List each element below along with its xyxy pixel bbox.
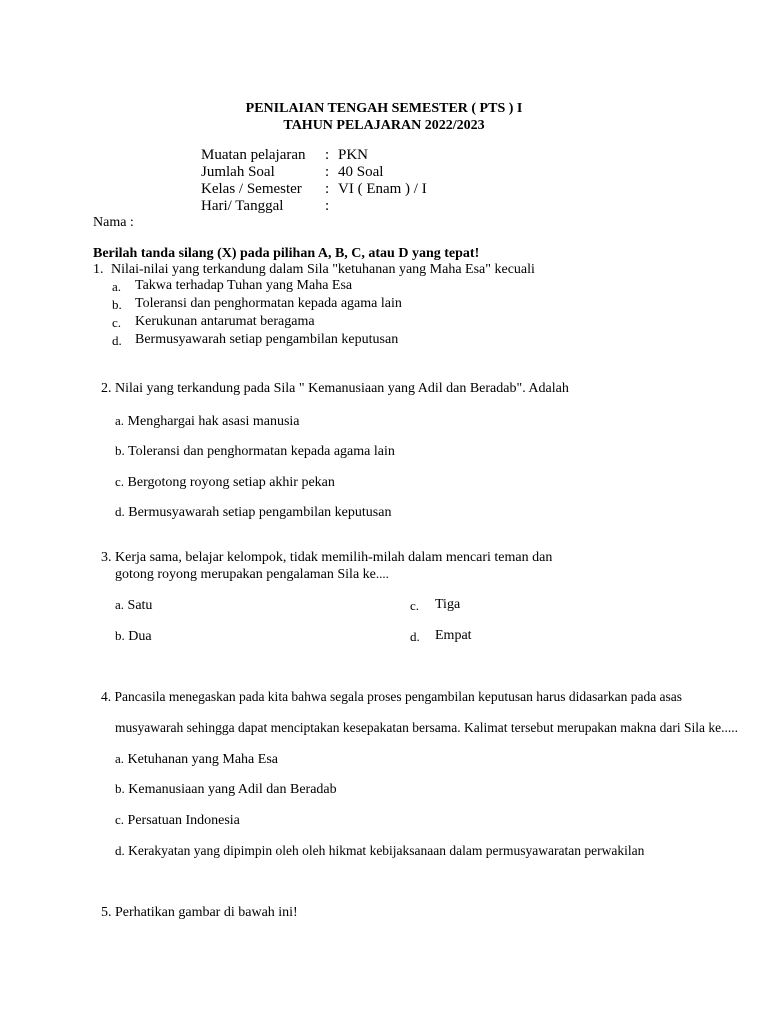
q4-option-c [115, 811, 240, 829]
q4-option-letter: a. [115, 751, 125, 766]
q1-option-d: Bermusyawarah setiap pengambilan keputusan [135, 332, 399, 347]
q2-option-b [115, 442, 395, 460]
meta-colon: : [325, 198, 330, 214]
q4-option-a [115, 750, 278, 768]
q2-option-text: Menghargai hak asasi manusia [127, 414, 300, 429]
meta-value-count: 40 Soal [338, 164, 384, 180]
academic-year: TAHUN PELAJARAN 2022/2023 [283, 118, 485, 133]
q1-option-c: Kerukunan antarumat beragama [135, 314, 315, 329]
q1-option-b: Toleransi dan penghormatan kepada agama lain [135, 296, 402, 311]
q3-option-b [115, 627, 152, 645]
question-4-line-1: 4. Pancasila menegaskan pada kita bahwa segala proses pengambilan keputusan harus didasarkan pada asas [101, 689, 683, 704]
q3-option-c: Tiga [435, 597, 461, 612]
q2-option-d [115, 503, 391, 521]
q4-option-text: Ketuhanan yang Maha Esa [127, 752, 278, 767]
meta-colon: : [325, 164, 330, 180]
q2-option-letter: d. [115, 504, 125, 519]
q3-option-letter: b. [115, 628, 125, 643]
q4-option-b [115, 780, 337, 798]
q1-option-a: Takwa terhadap Tuhan yang Maha Esa [135, 278, 353, 293]
q1-option-letter: d. [112, 333, 122, 348]
q2-option-letter: b. [115, 443, 125, 458]
question-3-line-2 [115, 565, 389, 583]
q2-option-letter: a. [115, 413, 125, 428]
question-3-dots: .... [375, 566, 389, 581]
meta-colon: : [325, 147, 330, 163]
q4-option-text: Kerakyatan yang dipimpin oleh oleh hikmat kebijaksanaan dalam permusyawaratan perwakilan [128, 843, 645, 858]
question-2-text: 2. Nilai yang terkandung pada Sila " Kemanusiaan yang Adil dan Beradab". Adalah [101, 381, 569, 396]
q3-option-text: Dua [128, 629, 152, 644]
instruction: Berilah tanda silang (X) pada pilihan A, B, C, atau D yang tepat! [93, 246, 480, 261]
question-3-line-1: 3. Kerja sama, belajar kelompok, tidak memilih-milah dalam mencari teman dan [101, 550, 553, 565]
q3-option-letter: c. [410, 598, 420, 613]
q2-option-text: Bermusyawarah setiap pengambilan keputusan [128, 505, 392, 520]
q4-option-text: Persatuan Indonesia [127, 813, 240, 828]
meta-label-count: Jumlah Soal [201, 164, 275, 180]
q3-option-letter: d. [410, 629, 420, 644]
question-1-number: 1. [93, 262, 104, 277]
exam-title: PENILAIAN TENGAH SEMESTER ( PTS ) I [245, 101, 523, 116]
q2-option-text: Bergotong royong setiap akhir pekan [127, 475, 335, 490]
q2-option-letter: c. [115, 474, 125, 489]
meta-colon: : [325, 181, 330, 197]
q3-option-a [115, 596, 152, 614]
question-3-text: gotong royong merupakan pengalaman Sila ke [115, 567, 376, 582]
question-5-text: 5. Perhatikan gambar di bawah ini! [101, 905, 298, 920]
meta-value-class: VI ( Enam ) / I [338, 181, 427, 197]
q4-option-letter: c. [115, 812, 125, 827]
q3-option-text: Satu [127, 598, 153, 613]
q3-option-d: Empat [435, 628, 472, 643]
q1-option-letter: c. [112, 315, 122, 330]
q4-option-d [115, 842, 644, 859]
q1-option-letter: a. [112, 279, 122, 294]
question-4-line-2: musyawarah sehingga dapat menciptakan kesepakatan bersama. Kalimat tersebut merupakan makna dari Sila ke..... [115, 720, 739, 735]
question-1-text: Nilai-nilai yang terkandung dalam Sila "ketuhanan yang Maha Esa" kecuali [111, 262, 535, 277]
name-label: Nama : [93, 215, 134, 230]
meta-label-date: Hari/ Tanggal [201, 198, 284, 214]
q4-option-letter: b. [115, 781, 125, 796]
q2-option-c [115, 473, 335, 491]
meta-value-subject: PKN [338, 147, 369, 163]
q2-option-text: Toleransi dan penghormatan kepada agama lain [128, 444, 395, 459]
q4-option-letter: d. [115, 843, 125, 858]
q4-option-text: Kemanusiaan yang Adil dan Beradab [128, 782, 337, 797]
meta-label-subject: Muatan pelajaran [201, 147, 306, 163]
q1-option-letter: b. [112, 297, 122, 312]
q3-option-letter: a. [115, 597, 125, 612]
meta-label-class: Kelas / Semester [201, 181, 302, 197]
q2-option-a [115, 412, 300, 430]
